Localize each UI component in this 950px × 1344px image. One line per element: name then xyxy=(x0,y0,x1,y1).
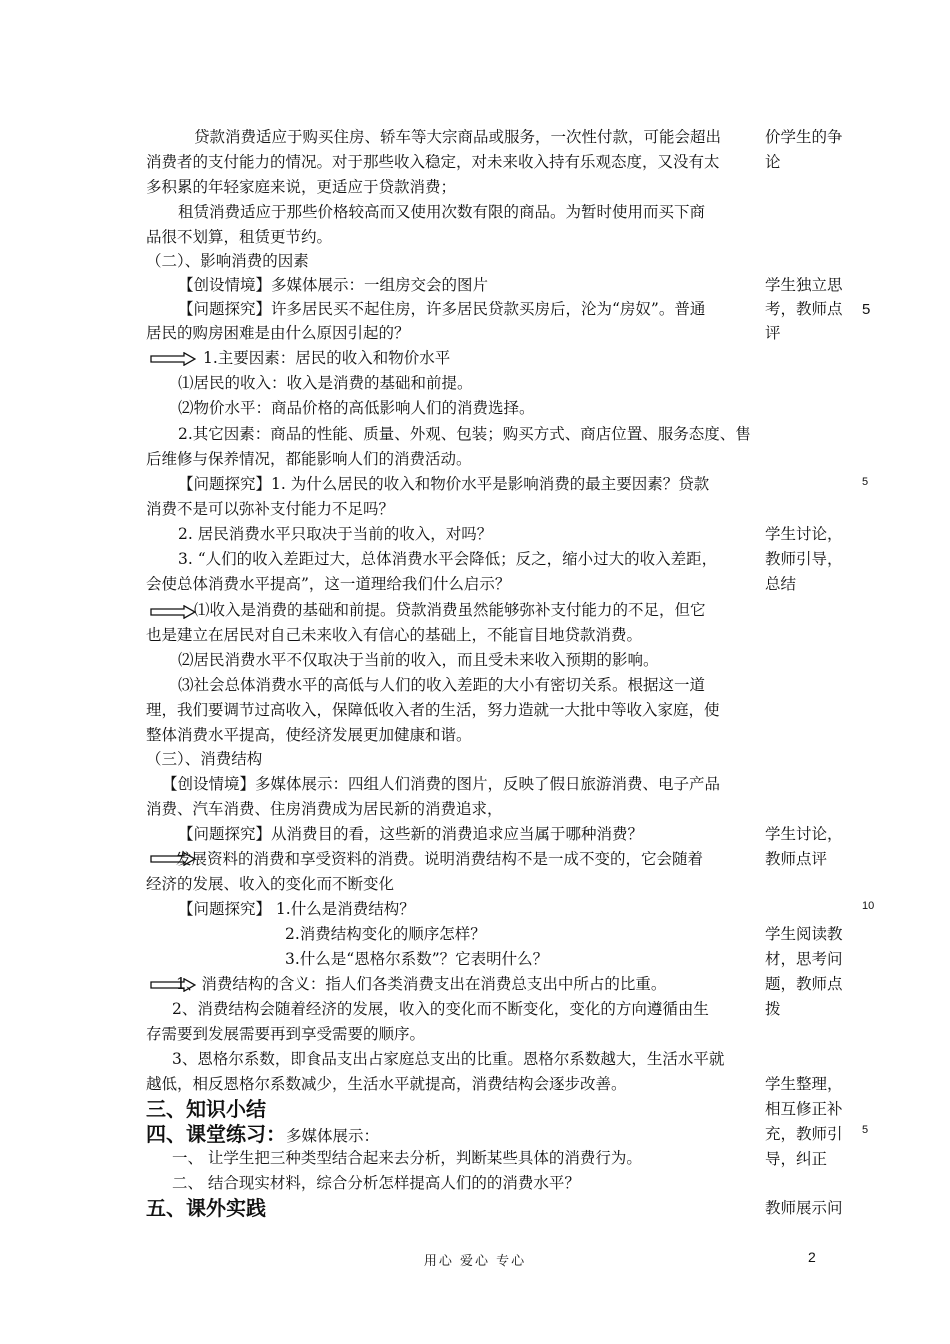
activity-note: 充，教师引 xyxy=(765,1125,843,1143)
paragraph-line: 【问题探究】从消费目的看，这些新的消费追求应当属于哪种消费？ xyxy=(178,825,644,843)
paragraph-line: ⑶社会总体消费水平的高低与人们的收入差距的大小有密切关系。根据这一道 xyxy=(178,676,706,694)
footer-motto: 用心 爱心 专心 xyxy=(423,1254,527,1269)
paragraph-line: 【问题探究】 1.什么是消费结构？ xyxy=(178,900,415,918)
paragraph-line: 2.消费结构变化的顺序怎样？ xyxy=(285,925,486,943)
activity-note: 拨 xyxy=(765,1000,781,1018)
paragraph-line: 会使总体消费水平提高”，这一道理给我们什么启示？ xyxy=(146,575,511,593)
activity-note: 总结 xyxy=(765,575,797,593)
paragraph-line: 贷款消费适应于购买住房、轿车等大宗商品或服务，一次性付款，可能会超出 xyxy=(194,128,722,146)
paragraph-line: 二、 结合现实材料，综合分析怎样提高人们的的消费水平？ xyxy=(172,1174,580,1192)
section-title-note: 多媒体展示： xyxy=(286,1127,380,1145)
activity-note: 相互修正补 xyxy=(765,1100,843,1118)
page-number: 2 xyxy=(808,1249,816,1265)
paragraph-line: 也是建立在居民对自己未来收入有信心的基础上，不能盲目地贷款消费。 xyxy=(146,626,643,644)
paragraph-line: 【创设情境】多媒体展示：四组人们消费的图片，反映了假日旅游消费、电子产品 xyxy=(162,775,721,793)
activity-note: 材，思考问 xyxy=(765,950,843,968)
paragraph-line: 3、恩格尔系数，即食品支出占家庭总支出的比重。恩格尔系数越大，生活水平就 xyxy=(172,1050,725,1068)
paragraph-line: 居民的购房困难是由什么原因引起的？ xyxy=(146,324,410,342)
right-arrow-icon xyxy=(150,352,196,366)
time-allocation: 5 xyxy=(862,301,871,318)
activity-note: 考，教师点 xyxy=(765,300,843,318)
activity-note: 学生独立思 xyxy=(765,276,843,294)
activity-note: 教师引导， xyxy=(765,550,843,568)
paragraph-line: ⑵居民消费水平不仅取决于当前的收入，而且受未来收入预期的影响。 xyxy=(178,651,659,669)
activity-note: 评 xyxy=(765,324,781,342)
activity-note: 价学生的争 xyxy=(765,128,843,146)
paragraph-line: 【问题探究】1. 为什么居民的收入和物价水平是影响消费的最主要因素？贷款 xyxy=(178,475,710,493)
paragraph-line: 【问题探究】许多居民买不起住房，许多居民贷款买房后，沦为“房奴”。普通 xyxy=(178,300,706,318)
paragraph-line: 3.什么是“恩格尔系数”？它表明什么？ xyxy=(285,950,549,968)
time-allocation: 5 xyxy=(862,476,869,488)
paragraph-line: 发展资料的消费和享受资料的消费。说明消费结构不是一成不变的，它会随着 xyxy=(176,850,704,868)
time-allocation: 10 xyxy=(862,900,875,912)
paragraph-line: 租赁消费适应于那些价格较高而又使用次数有限的商品。为暂时使用而买下商 xyxy=(178,203,706,221)
activity-note: 学生整理， xyxy=(765,1075,843,1093)
paragraph-line: 存需要到发展需要再到享受需要的顺序。 xyxy=(146,1025,426,1043)
section-heading: （三）、消费结构 xyxy=(146,750,263,768)
paragraph-line: 多积累的年轻家庭来说，更适应于贷款消费； xyxy=(146,178,457,196)
activity-note: 题，教师点 xyxy=(765,975,843,993)
paragraph-line: 消费者的支付能力的情况。对于那些收入稳定，对未来收入持有乐观态度，又没有太 xyxy=(146,153,720,171)
right-arrow-icon xyxy=(150,605,196,619)
paragraph-line: 1.主要因素：居民的收入和物价水平 xyxy=(203,349,451,367)
paragraph-line: ⑵物价水平：商品价格的高低影响人们的消费选择。 xyxy=(178,399,535,417)
activity-note: 学生阅读教 xyxy=(765,925,843,943)
paragraph-line: 整体消费水平提高，使经济发展更加健康和谐。 xyxy=(146,726,472,744)
activity-note: 学生讨论， xyxy=(765,825,843,843)
paragraph-line: 2.其它因素：商品的性能、质量、外观、包装；购买方式、商店位置、服务态度、售 xyxy=(178,425,751,443)
section-title: 五、课外实践 xyxy=(146,1196,266,1220)
paragraph-line: 一、 让学生把三种类型结合起来去分析，判断某些具体的消费行为。 xyxy=(172,1149,642,1167)
time-allocation: 5 xyxy=(862,1124,869,1136)
activity-note: 论 xyxy=(765,153,781,171)
paragraph-line: 【创设情境】多媒体展示：一组房交会的图片 xyxy=(178,276,489,294)
section-title xyxy=(146,1121,379,1149)
paragraph-line: 消费、汽车消费、住房消费成为居民新的消费追求， xyxy=(146,800,503,818)
activity-note: 学生讨论， xyxy=(765,525,843,543)
activity-note: 教师展示问 xyxy=(765,1199,843,1217)
paragraph-line: 1、消费结构的含义：指人们各类消费支出在消费总支出中所占的比重。 xyxy=(176,975,667,993)
paragraph-line: 后维修与保养情况，都能影响人们的消费活动。 xyxy=(146,450,472,468)
section-heading: （二）、影响消费的因素 xyxy=(146,252,309,270)
paragraph-line: 品很不划算，租赁更节约。 xyxy=(146,228,333,246)
paragraph-line: 3. “人们的收入差距过大，总体消费水平会降低；反之，缩小过大的收入差距， xyxy=(178,550,718,568)
paragraph-line: ⑴居民的收入：收入是消费的基础和前提。 xyxy=(178,374,473,392)
section-title-text: 四、课堂练习： xyxy=(146,1122,286,1146)
section-title: 三、知识小结 xyxy=(146,1097,266,1121)
paragraph-line: 消费不是可以弥补支付能力不足吗？ xyxy=(146,500,395,518)
paragraph-line: 2、消费结构会随着经济的发展，收入的变化而不断变化，变化的方向遵循由生 xyxy=(172,1000,709,1018)
activity-note: 教师点评 xyxy=(765,850,828,868)
paragraph-line: ⑴收入是消费的基础和前提。贷款消费虽然能够弥补支付能力的不足，但它 xyxy=(194,601,706,619)
paragraph-line: 2. 居民消费水平只取决于当前的收入，对吗？ xyxy=(178,525,493,543)
paragraph-line: 理，我们要调节过高收入，保障低收入者的生活，努力造就一大批中等收入家庭，使 xyxy=(146,701,720,719)
paragraph-line: 经济的发展、收入的变化而不断变化 xyxy=(146,875,395,893)
activity-note: 导，纠正 xyxy=(765,1150,828,1168)
paragraph-line: 越低，相反恩格尔系数减少，生活水平就提高，消费结构会逐步改善。 xyxy=(146,1075,627,1093)
